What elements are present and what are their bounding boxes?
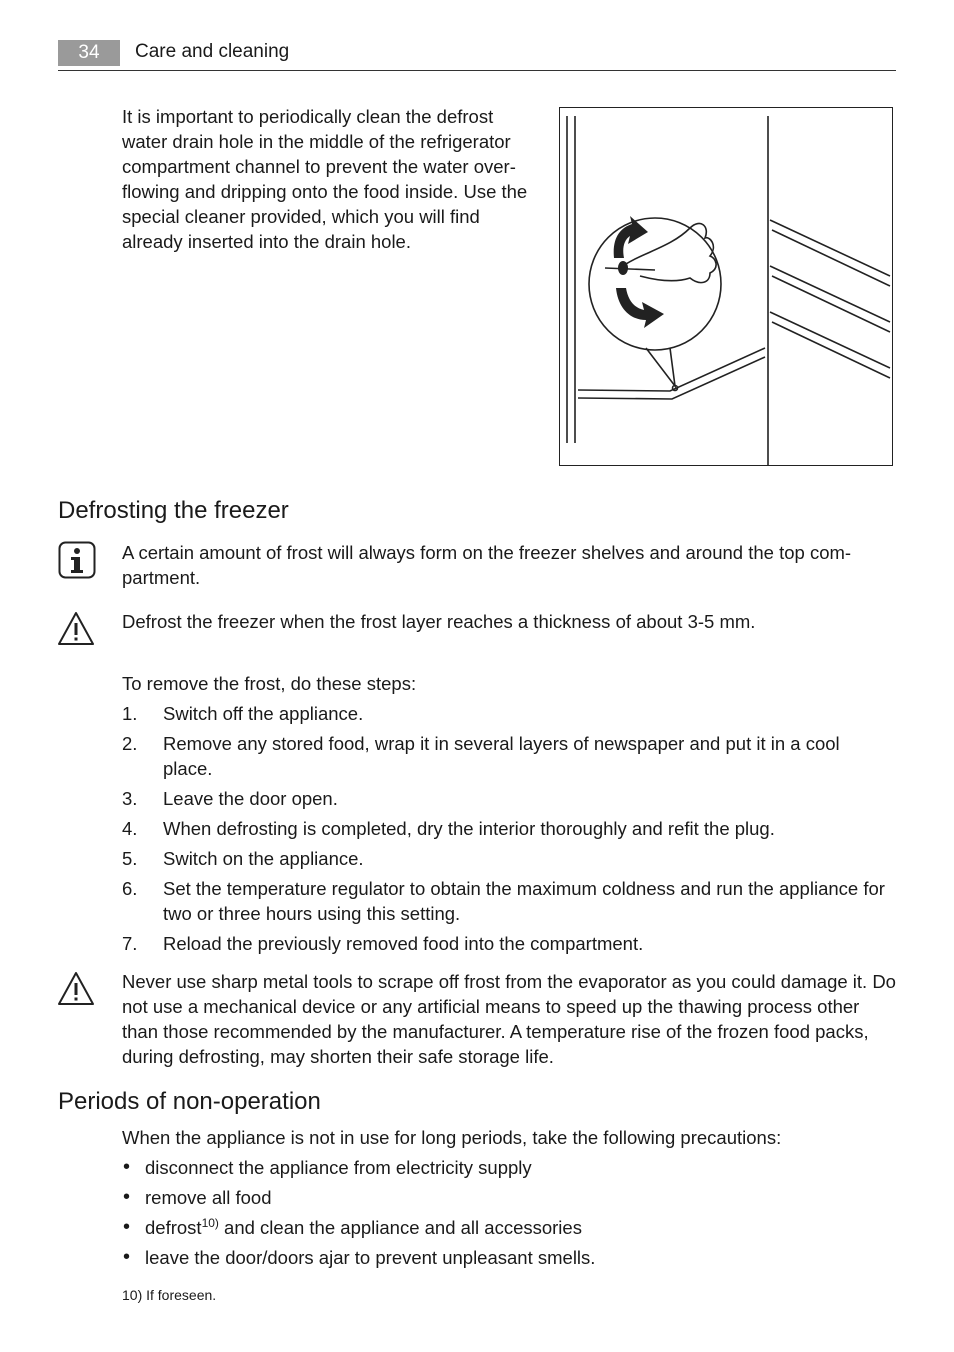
- warning-frost-thickness: Defrost the freezer when the frost layer reaches a thickness of about 3-5 mm.: [122, 611, 756, 632]
- list-item: 4. When defrosting is completed, dry the interior thoroughly and refit the plug.: [122, 818, 775, 839]
- list-item: 7. Reload the previously removed food into the compartment.: [122, 933, 644, 954]
- warning-icon: [57, 970, 95, 1008]
- warning-sharp-tools: Never use sharp metal tools to scrape off frost from the evaporator as you could damage it. Do not use a mechanical device or any artificial means to speed up the thawing process other than those recommended by the manufacturer. A temperature rise of the frozen food packs, during defrosting, may shorten their safe storage life.: [122, 971, 896, 1067]
- section-title: Care and cleaning: [135, 41, 290, 62]
- defrost-steps-list: [122, 701, 892, 961]
- info-frost-paragraph: A certain amount of frost will always form on the freezer shelves and around the top compartment.: [122, 542, 852, 588]
- precautions-list: [122, 1155, 892, 1275]
- header-divider: [58, 70, 896, 71]
- footnote: 10) If foreseen.: [122, 1287, 217, 1303]
- warning-icon: [57, 610, 95, 648]
- list-item: • defrost$^{10)}$ and clean the appliance and all accessories: [122, 1215, 892, 1240]
- list-item: 6. Set the temperature regulator to obtain the maximum coldness and run the appliance for two or three hours using this setting.: [122, 878, 885, 924]
- list-item: • remove all food: [122, 1185, 892, 1210]
- list-item: 1. Switch off the appliance.: [122, 703, 364, 724]
- page-number: 34: [58, 40, 120, 66]
- list-item: 5. Switch on the appliance.: [122, 848, 364, 869]
- info-icon: [58, 541, 96, 579]
- list-item: 3. Leave the door open.: [122, 788, 338, 809]
- heading-defrosting-freezer: Defrosting the freezer: [58, 497, 289, 524]
- heading-periods-non-operation: Periods of non-operation: [58, 1088, 321, 1115]
- steps-intro: To remove the frost, do these steps:: [122, 673, 417, 694]
- list-item: • leave the door/doors ajar to prevent unpleasant smells.: [122, 1245, 892, 1270]
- list-item: • disconnect the appliance from electricity supply: [122, 1155, 892, 1180]
- list-item: 2. Remove any stored food, wrap it in several layers of newspaper and put it in a cool place.: [122, 733, 840, 779]
- non-operation-intro: When the appliance is not in use for long periods, take the following precautions:: [122, 1127, 782, 1148]
- intro-paragraph: It is important to periodically clean the defrost water drain hole in the middle of the refrigerator compartment channel to prevent the water overflowing and dripping onto the food inside. Use the special cleaner provided, which you will find already inserted into the drain hole.: [122, 106, 528, 252]
- drain-cleaning-drawing: [560, 108, 893, 466]
- footnote-ref: 10): [201, 1216, 219, 1230]
- drain-hole-illustration: [559, 107, 893, 466]
